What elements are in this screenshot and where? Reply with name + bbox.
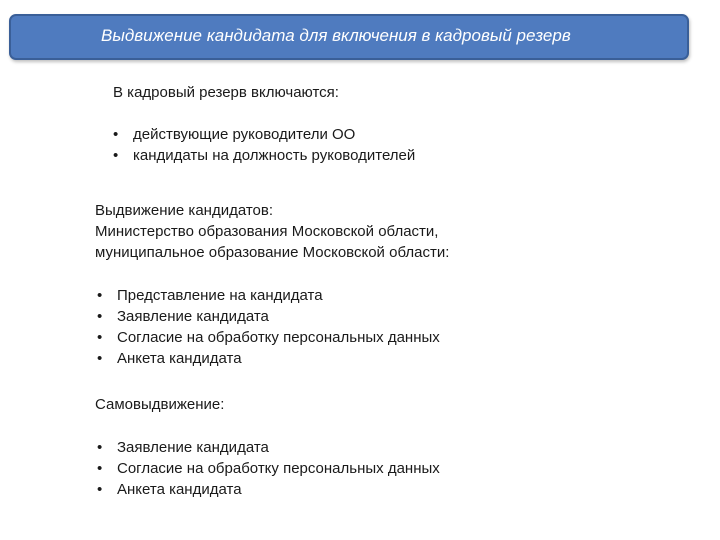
list-item: • действующие руководители ОО: [113, 126, 356, 143]
bullet-icon: •: [97, 329, 103, 346]
bullet-icon: •: [97, 460, 103, 477]
list-item: • кандидаты на должность руководителей: [113, 147, 416, 164]
list-item: • Анкета кандидата: [97, 481, 242, 498]
bullet-icon: •: [97, 287, 103, 304]
reserve-heading: В кадровый резерв включаются:: [113, 84, 339, 101]
slide-title-box: [9, 14, 689, 60]
bullet-icon: •: [97, 439, 103, 456]
list-item: • Анкета кандидата: [97, 350, 242, 367]
bullet-icon: •: [97, 481, 103, 498]
bullet-icon: •: [97, 308, 103, 325]
list-item: • Представление на кандидата: [97, 287, 323, 304]
reserve-list: [111, 124, 415, 166]
bullet-icon: •: [113, 147, 119, 164]
self-nomination-heading: Самовыдвижение:: [95, 396, 225, 413]
nomination-heading-line: Министерство образования Московской области,: [95, 223, 439, 240]
bullet-icon: •: [97, 350, 103, 367]
self-nomination-list: [95, 437, 440, 500]
nomination-heading: [95, 200, 449, 263]
slide-title: Выдвижение кандидата для включения в кадровый резерв: [101, 26, 571, 45]
list-item: • Согласие на обработку персональных данных: [97, 460, 440, 477]
list-item: • Заявление кандидата: [97, 308, 269, 325]
nomination-heading-line: муниципальное образование Московской области:: [95, 244, 450, 261]
list-item: • Заявление кандидата: [97, 439, 269, 456]
nomination-heading-line: Выдвижение кандидатов:: [95, 202, 274, 219]
bullet-icon: •: [113, 126, 119, 143]
nomination-list: [95, 285, 440, 369]
list-item: • Согласие на обработку персональных данных: [97, 329, 440, 346]
